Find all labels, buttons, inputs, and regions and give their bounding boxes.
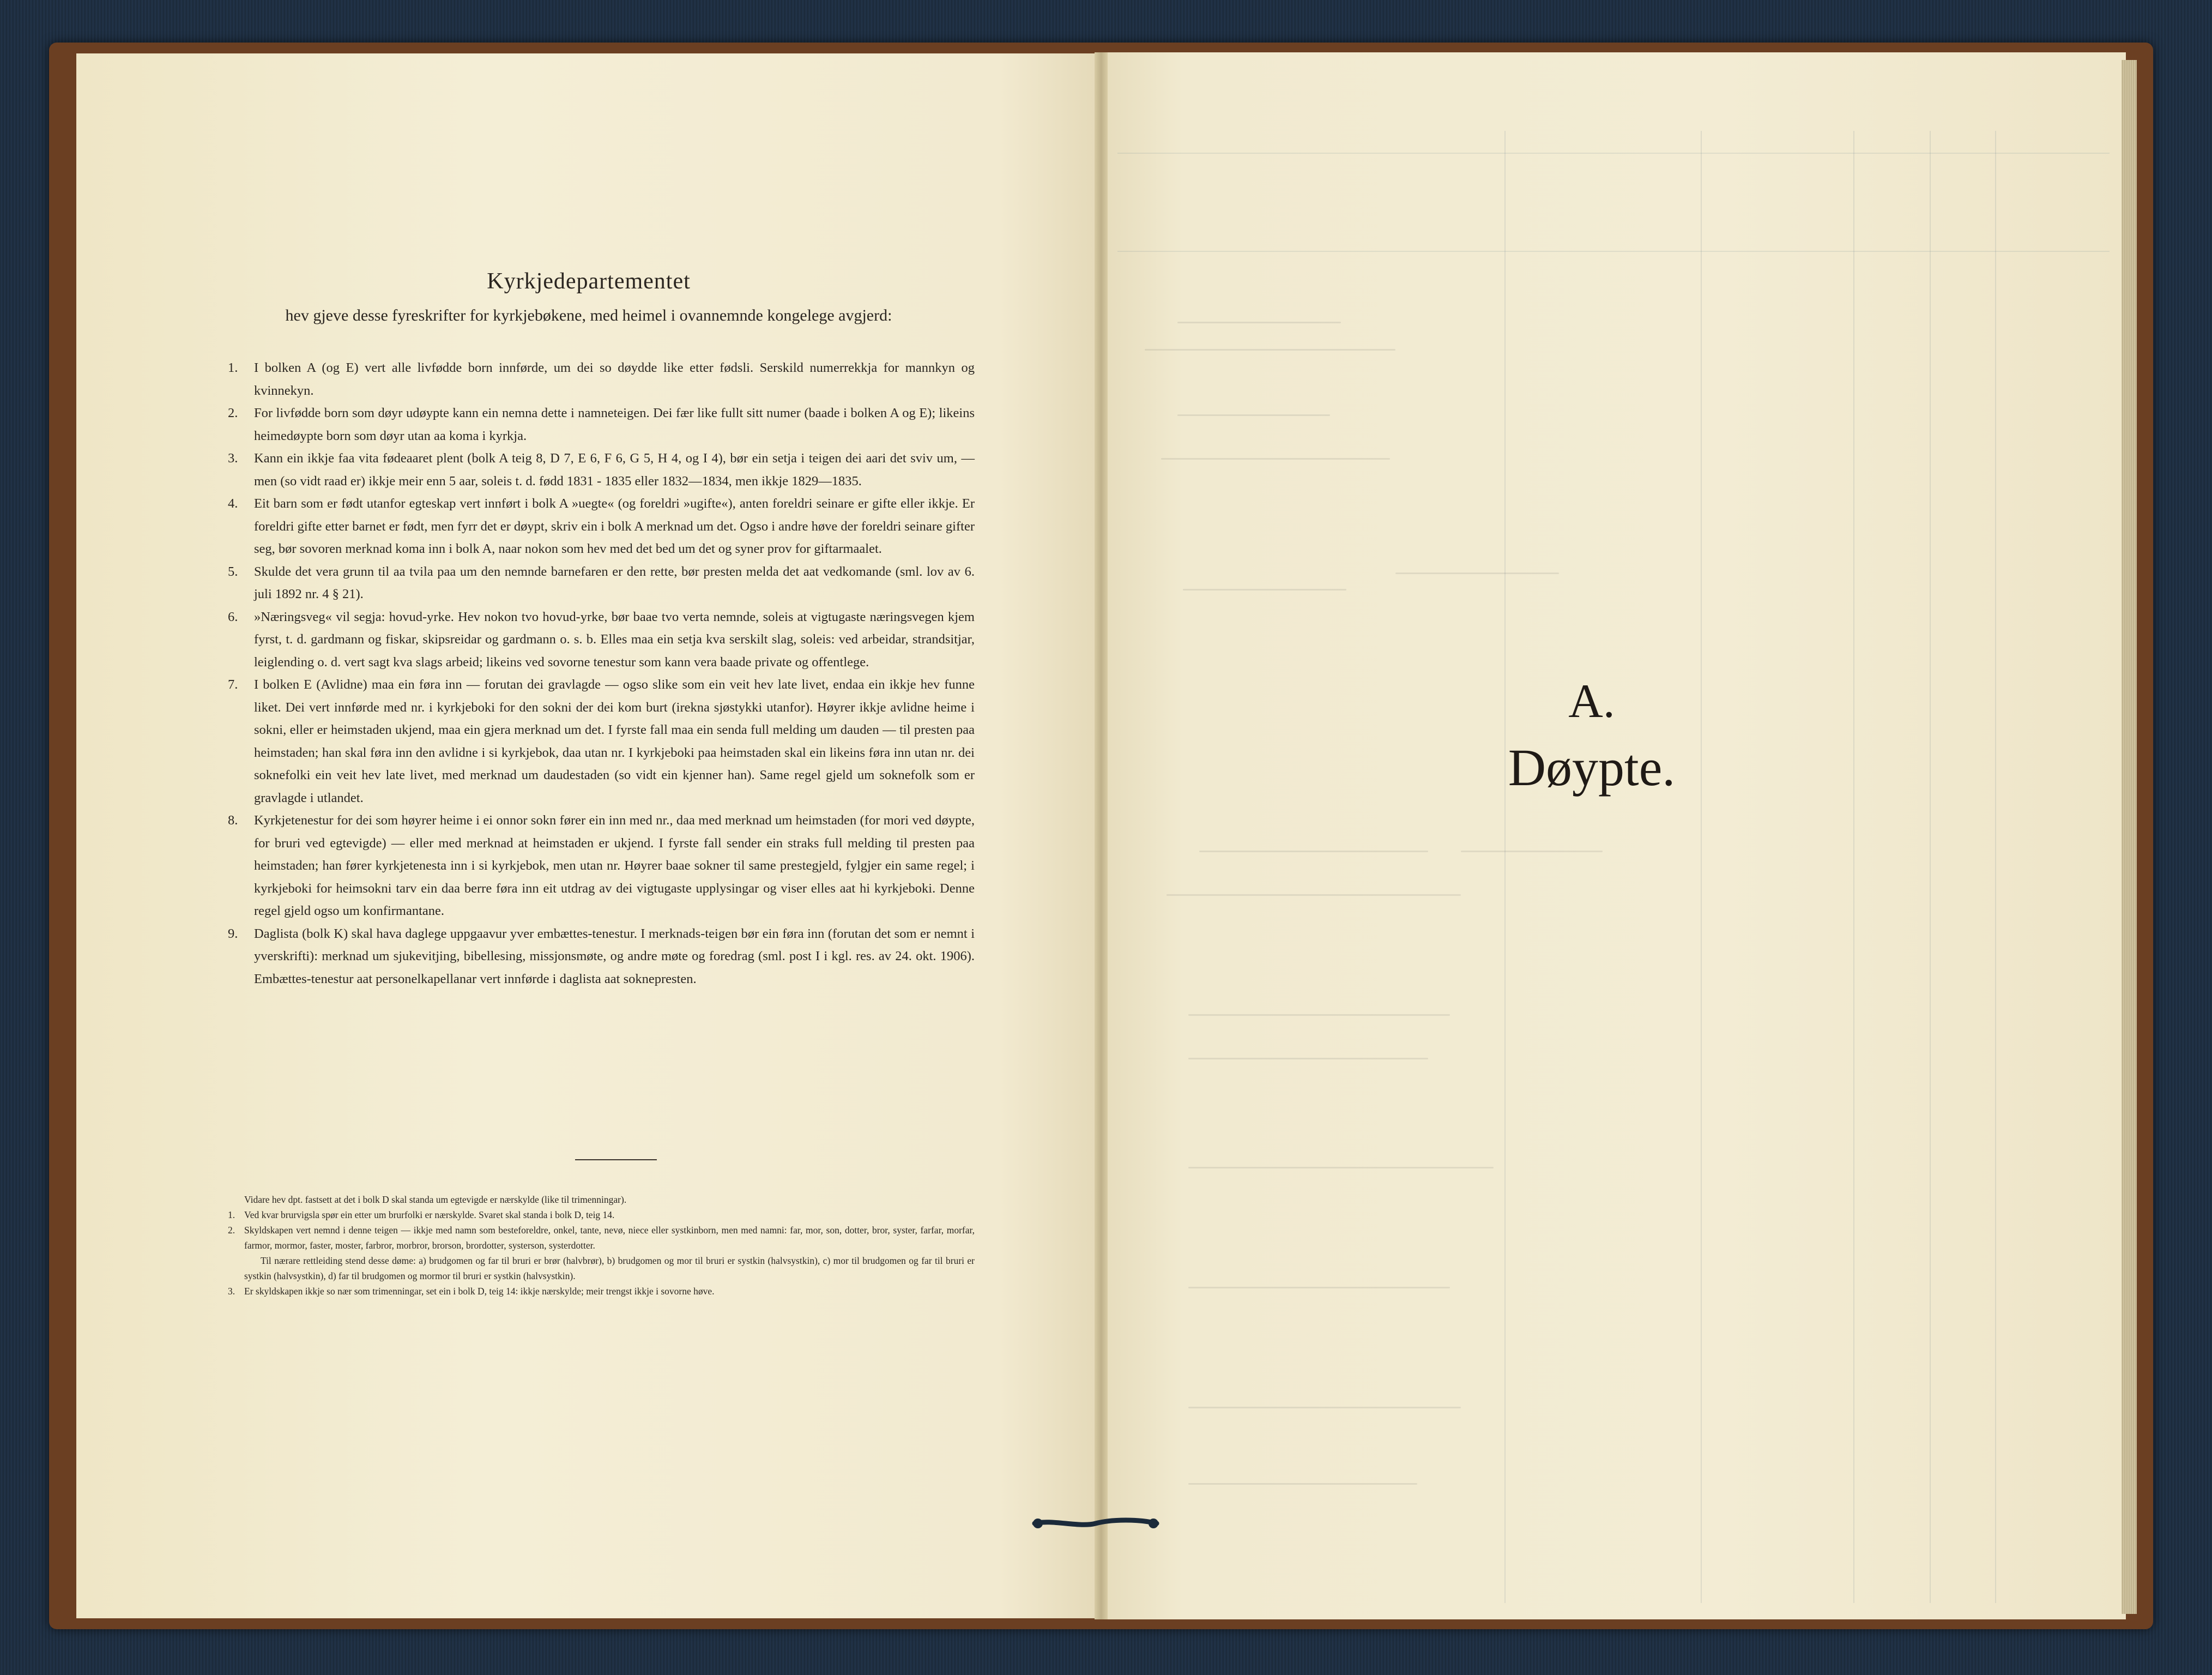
bleed-column-line (1701, 131, 1702, 1603)
bleed-handwriting (1161, 458, 1390, 460)
section-title: Døypte. (1508, 738, 1676, 797)
rule-number: 9. (228, 926, 238, 941)
stitch-thread-icon (1030, 1516, 1161, 1531)
bleed-handwriting (1188, 1014, 1450, 1016)
bleed-handwriting (1183, 589, 1346, 591)
footnote-item (228, 1284, 975, 1299)
rule-number: 2. (228, 406, 238, 420)
rule-text: Kann ein ikkje faa vita fødeaaret plent (bolk A teig 8, D 7, E 6, F 6, G 5, H 4, og I 4), bør ein setja i teigen dei aari det sviv um, — men (so vidt raad er) ikkje meir enn 5 aar, soleis t. d. fødd 1831 - 1835 eller 1832—1834, men ikkje 1829—1835. (254, 451, 975, 489)
rule-item (228, 402, 975, 447)
rule-number: 5. (228, 564, 238, 579)
rule-item (228, 673, 975, 809)
rule-text: I bolken A (og E) vert alle livfødde born innførde, um dei so døydde like etter fødsli. Serskild numerrekkja for mannkyn og kvinnekyn. (254, 360, 975, 398)
page-edges (2122, 60, 2137, 1614)
rule-text: Kyrkjetenestur for dei som høyrer heime i ei onnor sokn fører ein inn med nr., daa med merknad um heimstaden (for mori ved døypte, for bruri ved egtevigde) — eller med merknad at heimstaden er ukjend. I fyrste fall sender ein straks full melding til presten paa heimstaden; han fører kyrkjetenesta inn i si kyrkjebok, men utan nr. Høyrer baae sokner til same prestegjeld, fylgjer ein same regel; i kyrkjeboki for heimsokni tarv ein daa berre føra inn eit utdrag av dei vigtugaste upplysingar og viser elles aat hi kyrkjeboki. Denne regel gjeld ogso um konfirmantane. (254, 813, 975, 918)
bleed-column-line (1853, 131, 1854, 1603)
bleed-handwriting (1199, 851, 1428, 852)
rule-number: 7. (228, 677, 238, 692)
footnote-number: 2. (228, 1225, 235, 1236)
section-letter: A. (1568, 675, 1615, 728)
bleed-handwriting (1188, 1058, 1428, 1059)
bleed-handwriting (1395, 573, 1559, 574)
rule-number: 4. (228, 496, 238, 511)
footnote-intro: Vidare hev dpt. fastsett at det i bolk D skal standa um egtevigde er nærskylde (like til trimenningar). (244, 1194, 627, 1205)
footnote-item (228, 1222, 975, 1253)
bleed-handwriting (1188, 1483, 1417, 1485)
rule-text: Daglista (bolk K) skal hava daglege uppgaavur yver embættes-tenestur. I merknads-teigen bør ein føra inn (forutan det som er nemnt i yverskrifti): merknad um sjukevitjing, bibellesing, missjonsmøte, og andre møte og foredrag (sml. post I i kgl. res. av 24. okt. 1906). Embættes-tenestur aat personelkapellanar vert innførde i daglista aat soknepresten. (254, 926, 975, 986)
rules-list (228, 357, 975, 990)
rule-text: For livfødde born som døyr udøypte kann ein nemna dette i namneteigen. Dei fær like fullt sitt numer (baade i bolken A og E); likeins heimedøypte born som døyr utan aa koma i kyrkja. (254, 406, 975, 443)
binding-stitch (1030, 1516, 1161, 1531)
bleed-handwriting (1177, 414, 1330, 416)
footnote-number: 1. (228, 1209, 235, 1220)
footnote-number: 3. (228, 1286, 235, 1297)
bleed-column-line (1504, 131, 1506, 1603)
rule-number: 8. (228, 813, 238, 828)
rule-text: Eit barn som er født utanfor egteskap vert innført i bolk A »uegte« (og foreldri »ugifte«), anten foreldri seinare er gifte eller ikkje. Er foreldri gifte etter barnet er født, men fyrr det er døypt, skriv ein i bolk A merknad um det. Ogso i andre høve der foreldri seinare gifter seg, bør sovoren merknad koma inn i bolk A, naar nokon som hev med det bed um det og syner prov for giftarmaalet. (254, 496, 975, 556)
bleed-column-line (1930, 131, 1931, 1603)
bleed-through-marks (1112, 65, 2115, 1603)
rule-text: »Næringsveg« vil segja: hovud-yrke. Hev nokon tvo hovud-yrke, bør baae tvo verta nemnde, soleis at vigtugaste næringsvegen kjem fyrst, t. d. gardmann og fiskar, skipsreidar og gardmann o. s. b. Elles maa ein setja kva serskilt slag, soleis: ved arbeidar, strandsitjar, leiglending o. d. vert sagt kva slags arbeid; likeins ved sovorne tenestur som kann vera baade private og offentlege. (254, 609, 975, 670)
rule-item (228, 809, 975, 923)
bleed-column-line (1995, 131, 1996, 1603)
footnote-example: Til nærare rettleiding stend desse døme: a) brudgomen og far til bruri er brør (halvbrør), b) brudgomen og mor til bruri er systkin (halvsystkin), c) mor til brudgomen og far til bruri er systkin (halvsystkin), d) far til brudgomen og mormor til bruri er systkin (halvsystkin). (244, 1255, 975, 1281)
footnote-text: Ved kvar brurvigsla spør ein etter um brurfolki er nærskylde. Svaret skal standa i bolk D, teig 14. (244, 1209, 615, 1220)
rule-number: 1. (228, 360, 238, 375)
footnote-item (228, 1207, 975, 1222)
rule-item (228, 561, 975, 606)
footnote-text: Er skyldskapen ikkje so nær som trimenningar, set ein i bolk D, teig 14: ikkje nærskylde; meir trengst ikkje i sovorne høve. (244, 1286, 715, 1297)
rule-item (228, 606, 975, 674)
rule-item (228, 447, 975, 492)
rule-text: I bolken E (Avlidne) maa ein føra inn — forutan dei gravlagde — ogso slike som ein veit hev late livet, endaa ein ikkje hev funne liket. Dei vert innførde med nr. i kyrkjeboki for den sokni der dei kom burt (irekna sjøstykki utanfor). Høyrer ikkje avlidne heime i sokni, eller er heimstaden ukjend, maa ein gjera merknad um det. I fyrste fall maa ein senda full melding um dauden — til presten paa heimstaden; han skal føra inn den avlidne i si kyrkjebok, daa utan nr. I kyrkjeboki paa heimstaden skal ein likeins føra inn utan nr. dei soknefolki ein veit hev late livet, med merknad um daudestaden (so vidt ein kjenner han). Same regel gjeld um soknefolk som er gravlagde i utlandet. (254, 677, 975, 805)
rule-item (228, 492, 975, 561)
rule-number: 3. (228, 451, 238, 466)
bleed-row-line (1117, 153, 2110, 154)
bleed-handwriting (1188, 1287, 1450, 1288)
rule-item (228, 357, 975, 402)
footnote-block (228, 1192, 975, 1299)
bleed-handwriting (1461, 851, 1603, 852)
section-divider (575, 1159, 657, 1160)
bleed-handwriting (1145, 349, 1395, 351)
rule-number: 6. (228, 609, 238, 624)
bleed-handwriting (1177, 322, 1341, 323)
footnote-text: Skyldskapen vert nemnd i denne teigen — ikkje med namn som besteforeldre, onkel, tante, nevø, niece eller systkinborn, men med namni: far, mor, son, dotter, bror, syster, farfar, morfar, farmor, mormor, faster, moster, farbror, morbror, brorson, brordotter, systerson, systerdotter. (244, 1225, 975, 1251)
bleed-handwriting (1167, 894, 1461, 896)
page-subheading: hev gjeve desse fyreskrifter for kyrkjebøkene, med heimel i ovannemnde kongelege avgjerd: (285, 306, 892, 324)
bleed-handwriting (1188, 1167, 1494, 1168)
bleed-handwriting (1188, 1407, 1461, 1408)
page-heading: Kyrkjedepartementet (487, 269, 691, 294)
rule-text: Skulde det vera grunn til aa tvila paa um den nemnde barnefaren er den rette, bør presten melda det aat vedkomande (sml. lov av 6. juli 1892 nr. 4 § 21). (254, 564, 975, 601)
bleed-row-line (1117, 251, 2110, 252)
rule-item (228, 923, 975, 991)
